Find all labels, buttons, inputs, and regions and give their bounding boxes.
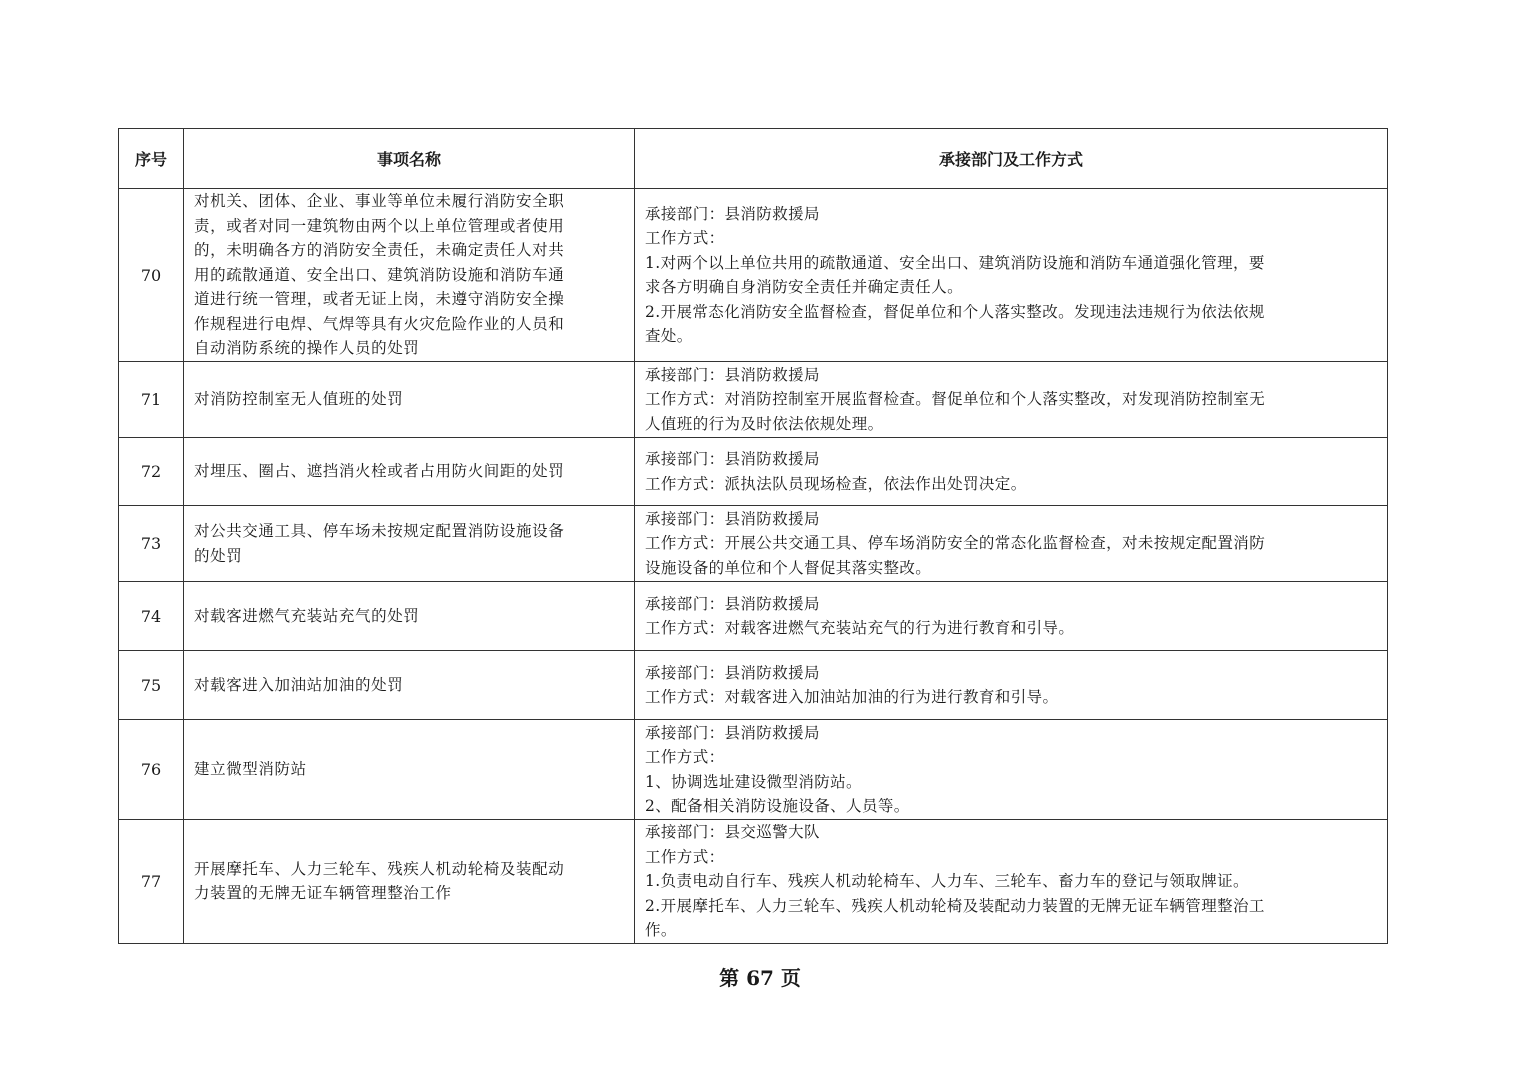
row-department-method — [635, 189, 1388, 362]
row-matter-name — [184, 438, 635, 506]
matter-name-line: 对机关、团体、企业、事业等单位未履行消防安全职 — [194, 192, 565, 211]
table-row — [119, 820, 1388, 944]
department-method-line: 1.对两个以上单位共用的疏散通道、安全出口、建筑消防设施和消防车通道强化管理，要 — [645, 253, 1265, 272]
department-method-line: 工作方式：对消防控制室开展监督检查。督促单位和个人落实整改，对发现消防控制室无 — [645, 390, 1266, 409]
row-serial: 74 — [119, 582, 184, 651]
row-serial: 71 — [119, 362, 184, 438]
matter-name-line: 对消防控制室无人值班的处罚 — [194, 390, 404, 409]
department-method-line: 人值班的行为及时依法依规处理。 — [645, 414, 884, 433]
table-row — [119, 362, 1388, 438]
row-department-method — [635, 820, 1388, 944]
department-method-line: 2.开展常态化消防安全监督检查，督促单位和个人落实整改。发现违法违规行为依法依规 — [645, 302, 1265, 321]
row-serial: 72 — [119, 438, 184, 506]
department-method-line: 1.负责电动自行车、残疾人机动轮椅车、人力车、三轮车、畜力车的登记与领取牌证。 — [645, 872, 1249, 890]
table-header-row — [119, 129, 1388, 189]
row-department-method — [635, 438, 1388, 506]
department-method-line: 承接部门：县消防救援局 — [645, 365, 820, 384]
row-matter-name — [184, 651, 635, 720]
matter-name-line: 建立微型消防站 — [194, 760, 307, 779]
row-serial: 77 — [119, 820, 184, 944]
table-row — [119, 189, 1388, 362]
department-method-line: 承接部门：县消防救援局 — [645, 723, 820, 742]
row-matter-name — [184, 506, 635, 582]
header-serial: 序号 — [119, 129, 184, 189]
department-method-line: 承接部门：县消防救援局 — [645, 509, 820, 528]
row-serial: 70 — [119, 189, 184, 362]
matters-table — [118, 128, 1388, 944]
department-method-line: 求各方明确自身消防安全责任并确定责任人。 — [645, 278, 964, 296]
row-matter-name — [184, 582, 635, 651]
row-department-method — [635, 362, 1388, 438]
header-department-method: 承接部门及工作方式 — [635, 129, 1388, 189]
department-method-line: 设施设备的单位和个人督促其落实整改。 — [645, 558, 932, 577]
row-matter-name — [184, 362, 635, 438]
matter-name-line: 对埋压、圈占、遮挡消火栓或者占用防火间距的处罚 — [194, 462, 565, 481]
table-row — [119, 438, 1388, 506]
department-method-line: 承接部门：县消防救援局 — [645, 204, 820, 223]
matter-name-line: 对载客进入加油站加油的处罚 — [194, 675, 404, 694]
header-matter-name: 事项名称 — [184, 129, 635, 189]
row-serial: 76 — [119, 720, 184, 820]
department-method-line: 2.开展摩托车、人力三轮车、残疾人机动轮椅及装配动力装置的无牌无证车辆管理整治工 — [645, 896, 1265, 915]
department-method-line: 承接部门：县消防救援局 — [645, 663, 820, 682]
row-matter-name — [184, 189, 635, 362]
row-matter-name — [184, 720, 635, 820]
matter-name-line: 对公共交通工具、停车场未按规定配置消防设施设备 — [194, 522, 565, 540]
department-method-line: 查处。 — [645, 327, 693, 345]
department-method-line: 作。 — [645, 921, 677, 939]
department-method-line: 2、配备相关消防设施设备、人员等。 — [645, 797, 910, 815]
department-method-line: 工作方式：对载客进燃气充装站充气的行为进行教育和引导。 — [645, 619, 1075, 637]
row-serial: 75 — [119, 651, 184, 720]
matter-name-line: 用的疏散通道、安全出口、建筑消防设施和消防车通 — [194, 265, 565, 284]
row-matter-name — [184, 820, 635, 944]
department-method-line: 承接部门：县消防救援局 — [645, 450, 820, 468]
table-row — [119, 506, 1388, 582]
department-method-line: 工作方式： — [645, 847, 725, 866]
table-row — [119, 582, 1388, 651]
matter-name-line: 责，或者对同一建筑物由两个以上单位管理或者使用 — [194, 216, 565, 235]
department-method-line: 工作方式：开展公共交通工具、停车场消防安全的常态化监督检查，对未按规定配置消防 — [645, 534, 1266, 553]
matter-name-line: 作规程进行电焊、气焊等具有火灾危险作业的人员和 — [194, 314, 565, 333]
department-method-line: 承接部门：县交巡警大队 — [645, 823, 820, 841]
department-method-line: 工作方式： — [645, 229, 725, 247]
department-method-line: 工作方式： — [645, 748, 725, 766]
row-department-method — [635, 720, 1388, 820]
matter-name-line: 对载客进燃气充装站充气的处罚 — [194, 606, 420, 625]
matter-name-line: 开展摩托车、人力三轮车、残疾人机动轮椅及装配动 — [194, 859, 565, 878]
matter-name-line: 的，未明确各方的消防安全责任，未确定责任人对共 — [194, 241, 565, 260]
row-department-method — [635, 651, 1388, 720]
table-row — [119, 651, 1388, 720]
matter-name-line: 的处罚 — [194, 546, 243, 565]
department-method-line: 工作方式：派执法队员现场检查，依法作出处罚决定。 — [645, 474, 1027, 493]
matter-name-line: 力装置的无牌无证车辆管理整治工作 — [194, 884, 452, 903]
row-department-method — [635, 506, 1388, 582]
department-method-line: 承接部门：县消防救援局 — [645, 594, 820, 613]
matter-name-line: 道进行统一管理，或者无证上岗，未遵守消防安全操 — [194, 290, 565, 309]
table-row — [119, 720, 1388, 820]
department-method-line: 1、协调选址建设微型消防站。 — [645, 772, 862, 791]
document-page — [118, 128, 1387, 944]
row-department-method — [635, 582, 1388, 651]
department-method-line: 工作方式：对载客进入加油站加油的行为进行教育和引导。 — [645, 688, 1059, 706]
matter-name-line: 自动消防系统的操作人员的处罚 — [194, 339, 420, 358]
page-number: 第 67 页 — [719, 966, 801, 990]
row-serial: 73 — [119, 506, 184, 582]
